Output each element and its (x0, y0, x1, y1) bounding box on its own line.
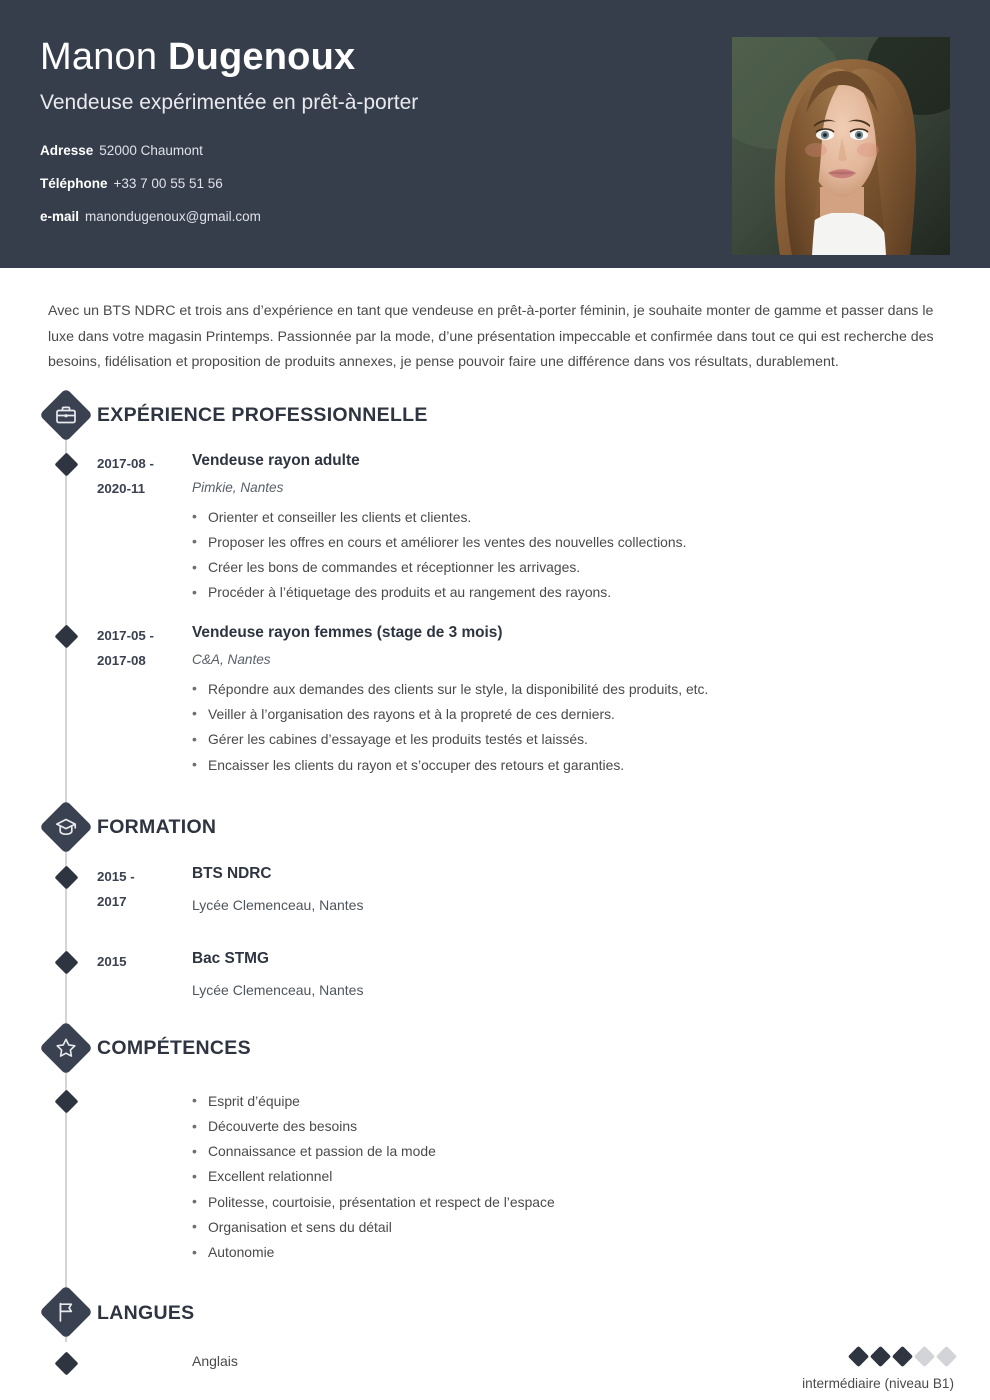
date-end: 2017-08 (97, 652, 146, 668)
timeline-marker-icon (54, 624, 78, 648)
section-formation (0, 802, 990, 1001)
language-rating (802, 1349, 954, 1391)
date-start: 2015 - (97, 868, 135, 884)
timeline-marker-icon (54, 950, 78, 974)
rating-dot-filled (892, 1346, 913, 1367)
section-header-langues (0, 1287, 990, 1339)
timeline-marker-icon (54, 865, 78, 889)
section-title: LANGUES (97, 1301, 195, 1324)
experience-entry (0, 450, 990, 606)
list-item: • Connaissance et passion de la mode (192, 1139, 990, 1164)
date-end: 2020-11 (97, 480, 146, 496)
list-item: • Gérer les cabines d’essayage et les produits testés et laissés. (192, 727, 990, 752)
section-title: EXPÉRIENCE PROFESSIONNELLE (97, 404, 428, 426)
entry-school: Lycée Clemenceau, Nantes (192, 981, 364, 998)
entry-dates (97, 863, 192, 916)
list-item: • Autonomie (192, 1240, 990, 1265)
rating-dot-filled (848, 1346, 869, 1367)
section-competences (0, 1023, 990, 1265)
entry-bullets (192, 505, 990, 606)
list-item: • Proposer les offres en cours et améliorer les ventes des nouvelles collections. (192, 530, 990, 555)
flag-icon (41, 1287, 91, 1337)
formation-entry (0, 863, 990, 916)
list-item: • Orienter et conseiller les clients et clientes. (192, 505, 990, 530)
contact-label: Téléphone (40, 176, 108, 191)
timeline-marker-icon (54, 1089, 78, 1113)
list-item: • Esprit d’équipe (192, 1089, 990, 1114)
rating-dot-filled (870, 1346, 891, 1367)
date-end: 2017 (97, 893, 127, 909)
last-name: Dugenoux (167, 36, 356, 78)
date-start: 2017-08 - (97, 455, 154, 471)
graduation-cap-icon (41, 802, 91, 852)
entry-school: Lycée Clemenceau, Nantes (192, 896, 364, 913)
briefcase-icon (41, 390, 91, 440)
competences-entry (0, 1087, 990, 1265)
section-header-formation (0, 802, 990, 854)
language-name: Anglais (192, 1353, 238, 1370)
contact-value: manondugenoux@gmail.com (85, 209, 261, 224)
list-item: • Répondre aux demandes des clients sur le style, la disponibilité des produits, etc. (192, 677, 990, 702)
contact-label: e-mail (40, 209, 80, 224)
section-title: FORMATION (97, 816, 217, 839)
entry-dates (97, 450, 192, 606)
section-header-competences (0, 1023, 990, 1075)
list-item: • Découverte des besoins (192, 1114, 990, 1139)
star-icon (41, 1023, 91, 1073)
formation-entry (0, 948, 990, 1001)
profile-summary: Avec un BTS NDRC et trois ans d’expérience en tant que vendeuse en prêt-à-porter féminin, je souhaite monter de gamme et passer dans le luxe dans votre magasin Printemps. Passionnée par la mode, d’une présentation impeccable et confirmée dans tout ce qui est recherche des besoins, fidélisation et proposition de produits annexes, je pense pouvoir faire une différence dans vos résultats, durablement. (48, 303, 934, 370)
rating-dots (802, 1349, 954, 1364)
first-name: Manon (40, 36, 158, 78)
entry-dates (97, 948, 192, 1001)
entry-title: BTS NDRC (192, 864, 272, 882)
entry-dates-empty (97, 1349, 192, 1391)
timeline-marker-icon (54, 1352, 78, 1376)
timeline-marker-icon (54, 452, 78, 476)
entry-dates (97, 622, 192, 778)
entry-company: C&A, Nantes (192, 651, 271, 667)
section-langues (0, 1287, 990, 1391)
list-item: • Excellent relationnel (192, 1164, 990, 1189)
list-item: • Veiller à l’organisation des rayons et à la propreté de ces derniers. (192, 702, 990, 727)
skills-list (192, 1089, 990, 1265)
section-title: COMPÉTENCES (97, 1037, 251, 1060)
list-item: • Créer les bons de commandes et réceptionner les arrivages. (192, 555, 990, 580)
avatar (732, 37, 950, 255)
date-start: 2017-05 - (97, 627, 154, 643)
contact-value: +33 7 00 55 51 56 (113, 176, 223, 191)
rating-dot-empty (936, 1346, 957, 1367)
rating-dot-empty (914, 1346, 935, 1367)
contact-label: Adresse (40, 143, 94, 158)
entry-dates-empty (97, 1089, 192, 1265)
resume-header (0, 0, 990, 268)
resume-body (0, 390, 990, 1392)
section-header-experience (0, 390, 990, 442)
list-item: • Politesse, courtoisie, présentation et respect de l’espace (192, 1190, 990, 1215)
entry-company: Pimkie, Nantes (192, 479, 284, 495)
entry-title: Vendeuse rayon femmes (stage de 3 mois) (192, 623, 503, 641)
entry-title: Bac STMG (192, 949, 269, 967)
entry-bullets (192, 677, 990, 778)
date-start: 2015 (97, 953, 127, 969)
language-level: intermédiaire (niveau B1) (802, 1376, 954, 1392)
entry-title: Vendeuse rayon adulte (192, 451, 360, 469)
list-item: • Procéder à l’étiquetage des produits et au rangement des rayons. (192, 580, 990, 605)
job-title: Vendeuse expérimentée en prêt-à-porter (40, 91, 419, 114)
list-item: • Organisation et sens du détail (192, 1215, 990, 1240)
list-item: • Encaisser les clients du rayon et s’occuper des retours et garanties. (192, 753, 990, 778)
section-experience (0, 390, 990, 778)
contact-value: 52000 Chaumont (99, 143, 203, 158)
langue-entry (0, 1349, 990, 1391)
experience-entry (0, 622, 990, 778)
